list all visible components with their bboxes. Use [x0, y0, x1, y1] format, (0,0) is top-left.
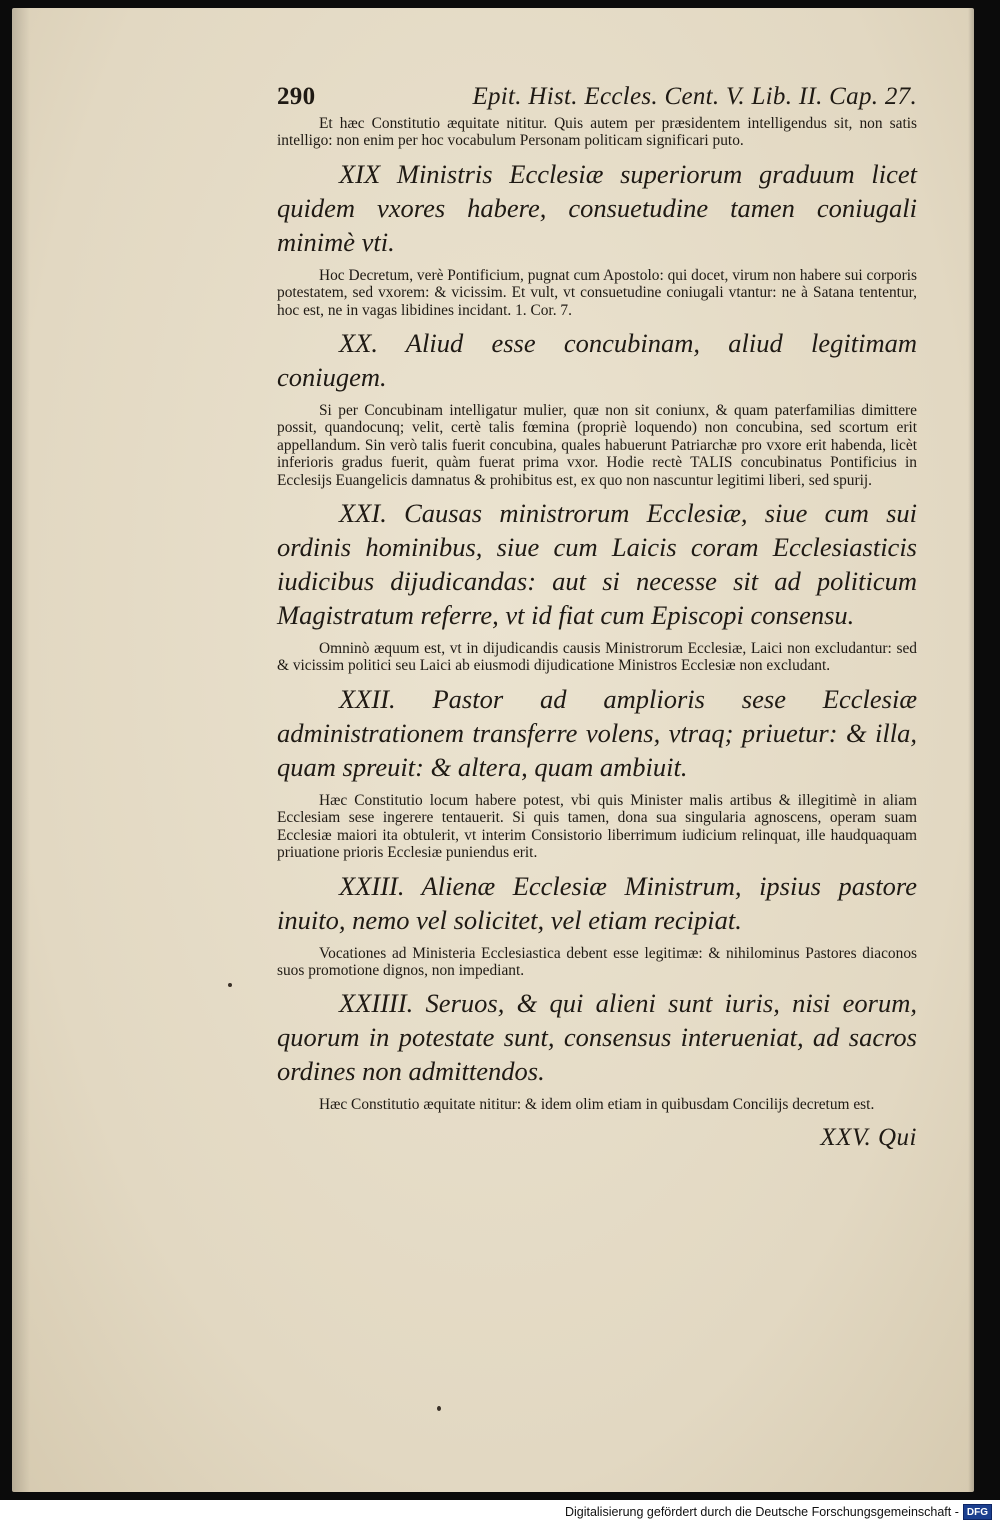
thesis-heading: XXI. Causas ministrorum Ecclesiæ, siue cum sui ordinis hominibus, siue cum Laicis coram Ecclesiasticis iudicibus dijudicandas: aut si necesse sit ad politicum Magistratum referre, vt id fiat cum Episcopi consensu. — [277, 498, 917, 631]
gutter-shadow — [12, 8, 30, 1492]
thesis-heading: XXIIII. Seruos, & qui alieni sunt iuris, nisi eorum, quorum in potestate sunt, consensus interueniat, ad sacros ordines non admittendos. — [277, 988, 917, 1087]
ink-speck — [228, 983, 232, 987]
running-title: Epit. Hist. Eccles. Cent. V. Lib. II. Cap. 27. — [472, 83, 917, 110]
commentary-paragraph: Hæc Constitutio æquitate nititur: & idem olim etiam in quibusdam Concilijs decretum est. — [319, 1096, 875, 1114]
commentary-paragraph: Vocationes ad Ministeria Ecclesiastica debent esse legitimæ: & nihilominus Pastores diaconos suos promotione dignos, non impediant. — [277, 944, 917, 979]
commentary-paragraph: Hoc Decretum, verè Pontificium, pugnat cum Apostolo: qui docet, virum non habere sui corporis potestatem, sed vxorem: & vicissim. Et vult, vt consuetudine coniugali vtantur: ne à Satana tententur, hoc est, ne in vagas libidines incidant. 1. Cor. 7. — [277, 266, 917, 319]
thesis-heading: XIX Ministris Ecclesiæ superiorum graduum licet quidem vxores habere, consuetudine tamen coniugali minimè vti. — [277, 158, 917, 257]
ink-speck — [437, 1406, 441, 1411]
page-content — [277, 83, 917, 1152]
thesis-heading: XXII. Pastor ad amplioris sese Ecclesiæ administrationem transferre volens, vtraq; priuetur: & illa, quam spreuit: & altera, quam ambiuit. — [277, 683, 917, 782]
commentary-paragraph: Si per Concubinam intelligatur mulier, quæ non sit coniunx, & quam paterfamilias dimittere possit, quandocunq; velit, certè talis fœmina (propriè loquendo) non concubina, sed scortum erit appellandum. Sin verò talis fuerit concubina, quales habuerunt Patriarchæ pro vxore erit habenda, licèt inferioris gradus fuerit, quàm fuerat prima vxor. Hodie rectè TALIS concubinatus Pontificius in Ecclesijs Euangelicis damnatus & prohibitus est, ex quo non nascuntur legitimi liberi, sed spurij. — [277, 402, 917, 489]
dfg-logo-icon: DFG — [963, 1504, 992, 1520]
running-header — [277, 83, 917, 111]
thesis-heading: XX. Aliud esse concubinam, aliud legitimam coniugem. — [277, 328, 917, 393]
page-edge — [968, 8, 974, 1492]
digitization-footer — [0, 1500, 1000, 1524]
catchword: XXV. Qui — [820, 1123, 917, 1151]
commentary-paragraph: Hæc Constitutio locum habere potest, vbi quis Minister malis artibus & illegitimè in aliam Ecclesiam sese ingerere tentauerit. Si quis tamen, dona sua singularia agnoscens, operam suam Ecclesiæ maiori ita obtulerit, vt interim Consistorio liberrimum iudicium relinquat, ille haudquaquam priuatione prioris Ecclesiæ puniendus erit. — [277, 791, 917, 862]
thesis-heading: XXIII. Alienæ Ecclesiæ Ministrum, ipsius pastore inuito, nemo vel solicitet, vel etiam recipiat. — [277, 870, 917, 935]
commentary-paragraph: Et hæc Constitutio æquitate nititur. Quis autem per præsidentem intelligendus sit, non satis intelligo: non enim per hoc vocabulum Personam politicam significari puto. — [277, 115, 917, 150]
book-page — [12, 8, 974, 1492]
page-number: 290 — [277, 83, 316, 110]
commentary-paragraph: Omninò æquum est, vt in dijudicandis causis Ministrorum Ecclesiæ, Laici non excludantur: sed & vicissim politici seu Laici ab eiusmodi dijudicatione Ministros Ecclesiæ non excludant. — [277, 640, 917, 675]
funding-credit: Digitalisierung gefördert durch die Deutsche Forschungsgemeinschaft - — [564, 1505, 959, 1519]
